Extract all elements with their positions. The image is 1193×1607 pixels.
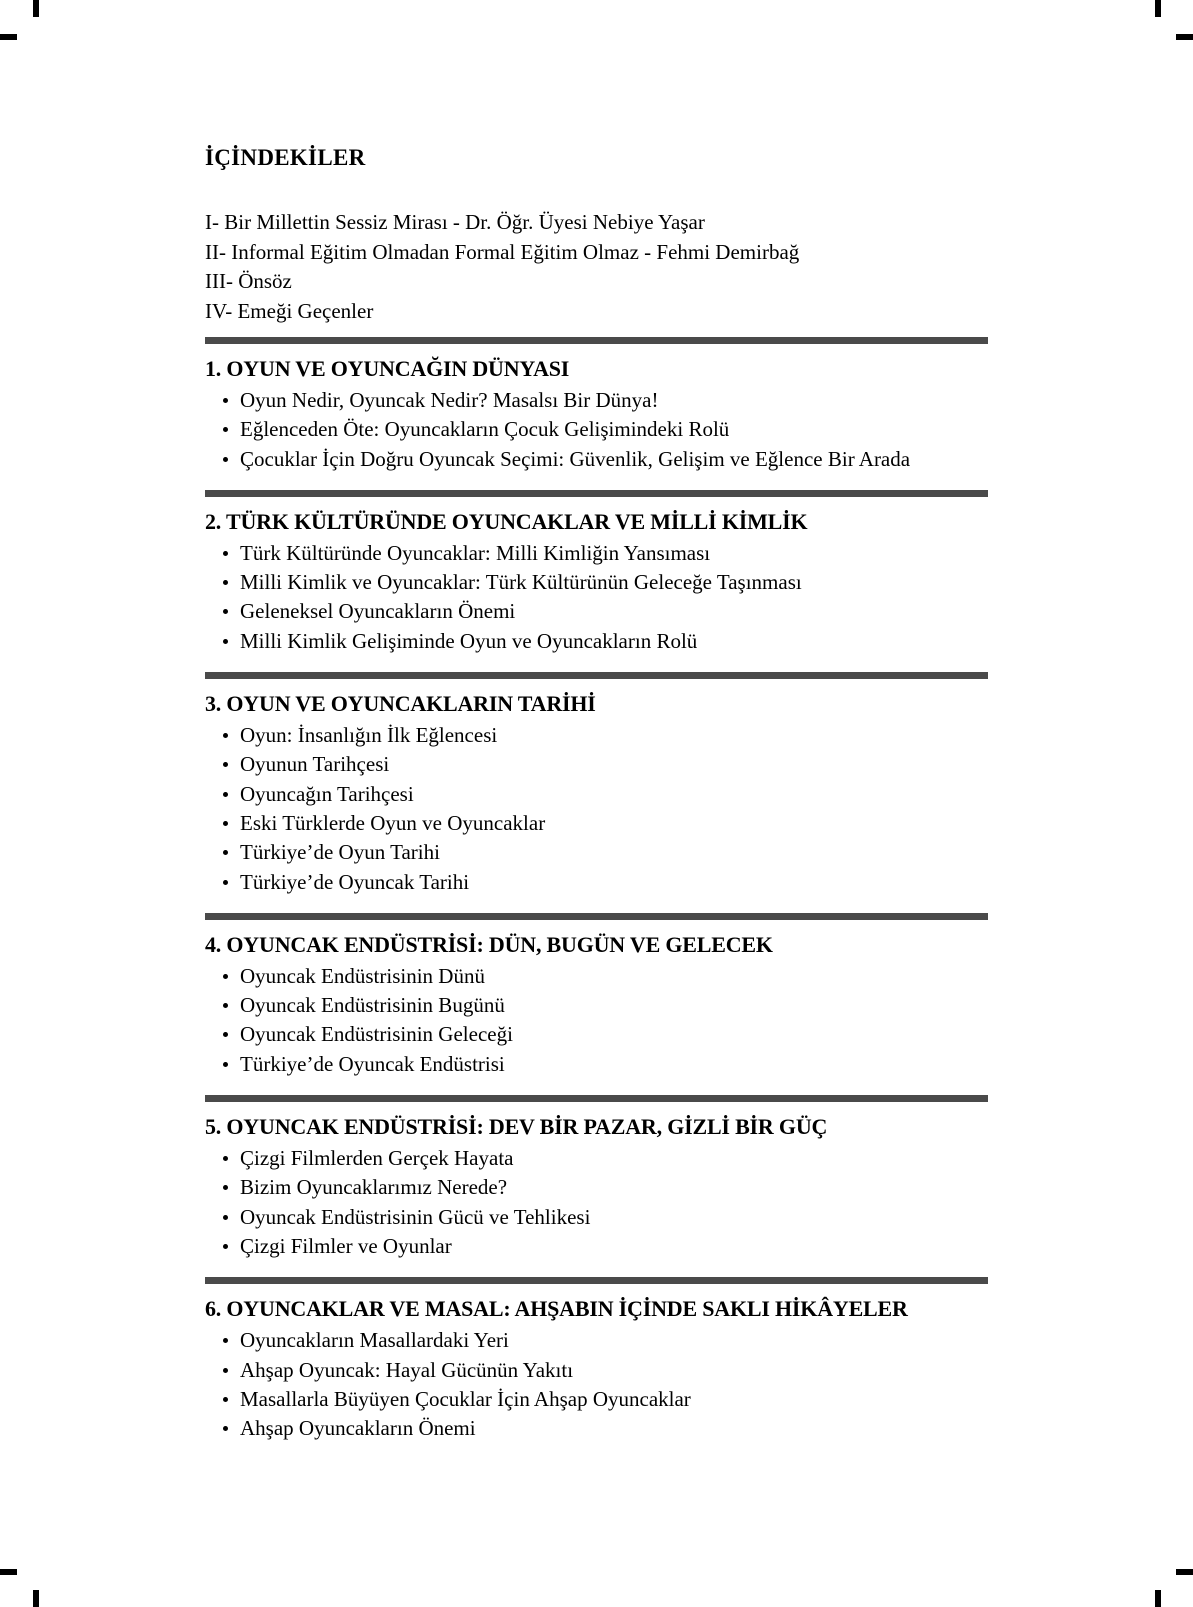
toc-section [205, 1095, 988, 1261]
section-item-list [205, 1144, 988, 1261]
section-heading: 1. OYUN VE OYUNCAĞIN DÜNYASI [205, 356, 570, 381]
page-title: İÇİNDEKİLER [205, 145, 366, 170]
toc-item: Oyuncak Endüstrisinin Dünü [240, 962, 988, 991]
front-matter-line: II- Informal Eğitim Olmadan Formal Eğitim Olmaz - Fehmi Demirbağ [205, 239, 800, 264]
toc-section [205, 913, 988, 1079]
toc-item: Oyun Nedir, Oyuncak Nedir? Masalsı Bir Dünya! [240, 386, 988, 415]
section-item-list [205, 962, 988, 1079]
crop-mark-top-right-vertical [1155, 0, 1161, 17]
section-divider-rule [205, 913, 988, 920]
toc-item: Oyuncak Endüstrisinin Geleceği [240, 1020, 988, 1049]
crop-mark-bottom-left-horizontal [0, 1569, 17, 1575]
toc-item: Ahşap Oyuncakların Önemi [240, 1414, 988, 1443]
front-matter-line: IV- Emeği Geçenler [205, 298, 374, 323]
toc-item: Oyuncak Endüstrisinin Gücü ve Tehlikesi [240, 1203, 988, 1232]
toc-item: Çizgi Filmlerden Gerçek Hayata [240, 1144, 988, 1173]
crop-mark-top-left-horizontal [0, 34, 17, 40]
front-matter-line: I- Bir Millettin Sessiz Mirası - Dr. Öğr. Üyesi Nebiye Yaşar [205, 210, 705, 234]
toc-item: Geleneksel Oyuncakların Önemi [240, 597, 988, 626]
toc-item: Ahşap Oyuncak: Hayal Gücünün Yakıtı [240, 1356, 988, 1385]
section-item-list [205, 721, 988, 897]
toc-item: Oyun: İnsanlığın İlk Eğlencesi [240, 721, 988, 750]
crop-mark-bottom-left-vertical [33, 1590, 39, 1607]
crop-mark-top-right-horizontal [1176, 34, 1193, 40]
toc-item: Milli Kimlik Gelişiminde Oyun ve Oyuncakların Rolü [240, 627, 988, 656]
section-divider-rule [205, 490, 988, 497]
toc-item: Bizim Oyuncaklarımız Nerede? [240, 1173, 988, 1202]
front-matter-list [205, 208, 988, 326]
toc-sections [205, 337, 988, 1443]
toc-item: Türkiye’de Oyun Tarihi [240, 838, 988, 867]
toc-section [205, 1277, 988, 1443]
toc-item: Oyunun Tarihçesi [240, 750, 988, 779]
front-matter-line: III- Önsöz [205, 269, 292, 293]
toc-item: Çocuklar İçin Doğru Oyuncak Seçimi: Güvenlik, Gelişim ve Eğlence Bir Arada [240, 445, 988, 474]
section-heading: 2. TÜRK KÜLTÜRÜNDE OYUNCAKLAR VE MİLLİ KİMLİK [205, 508, 808, 534]
toc-section [205, 490, 988, 656]
section-heading: 5. OYUNCAK ENDÜSTRİSİ: DEV BİR PAZAR, GİZLİ BİR GÜÇ [205, 1114, 828, 1140]
section-divider-rule [205, 337, 988, 344]
toc-item: Türkiye’de Oyuncak Endüstrisi [240, 1050, 988, 1079]
section-item-list [205, 539, 988, 656]
section-item-list [205, 386, 988, 474]
section-divider-rule [205, 1095, 988, 1102]
toc-item: Eğlenceden Öte: Oyuncakların Çocuk Gelişimindeki Rolü [240, 415, 988, 444]
section-heading: 3. OYUN VE OYUNCAKLARIN TARİHİ [205, 691, 596, 717]
toc-item: Oyuncak Endüstrisinin Bugünü [240, 991, 988, 1020]
toc-item: Milli Kimlik ve Oyuncaklar: Türk Kültürünün Geleceğe Taşınması [240, 568, 988, 597]
toc-item: Türkiye’de Oyuncak Tarihi [240, 868, 988, 897]
toc-item: Çizgi Filmler ve Oyunlar [240, 1232, 988, 1261]
section-divider-rule [205, 1277, 988, 1284]
toc-section [205, 337, 988, 474]
crop-mark-top-left-vertical [33, 0, 39, 17]
toc-item: Oyuncakların Masallardaki Yeri [240, 1326, 988, 1355]
toc-section [205, 672, 988, 897]
toc-item: Türk Kültüründe Oyuncaklar: Milli Kimliğin Yansıması [240, 539, 988, 568]
section-item-list [205, 1326, 988, 1443]
section-heading: 4. OYUNCAK ENDÜSTRİSİ: DÜN, BUGÜN VE GELECEK [205, 931, 773, 957]
toc-item: Masallarla Büyüyen Çocuklar İçin Ahşap Oyuncaklar [240, 1385, 988, 1414]
toc-item: Eski Türklerde Oyun ve Oyuncaklar [240, 809, 988, 838]
section-heading: 6. OYUNCAKLAR VE MASAL: AHŞABIN İÇİNDE SAKLI HİKÂYELER [205, 1296, 908, 1322]
toc-item: Oyuncağın Tarihçesi [240, 780, 988, 809]
crop-mark-bottom-right-horizontal [1176, 1569, 1193, 1575]
crop-mark-bottom-right-vertical [1155, 1590, 1161, 1607]
section-divider-rule [205, 672, 988, 679]
page-content [205, 144, 988, 1459]
